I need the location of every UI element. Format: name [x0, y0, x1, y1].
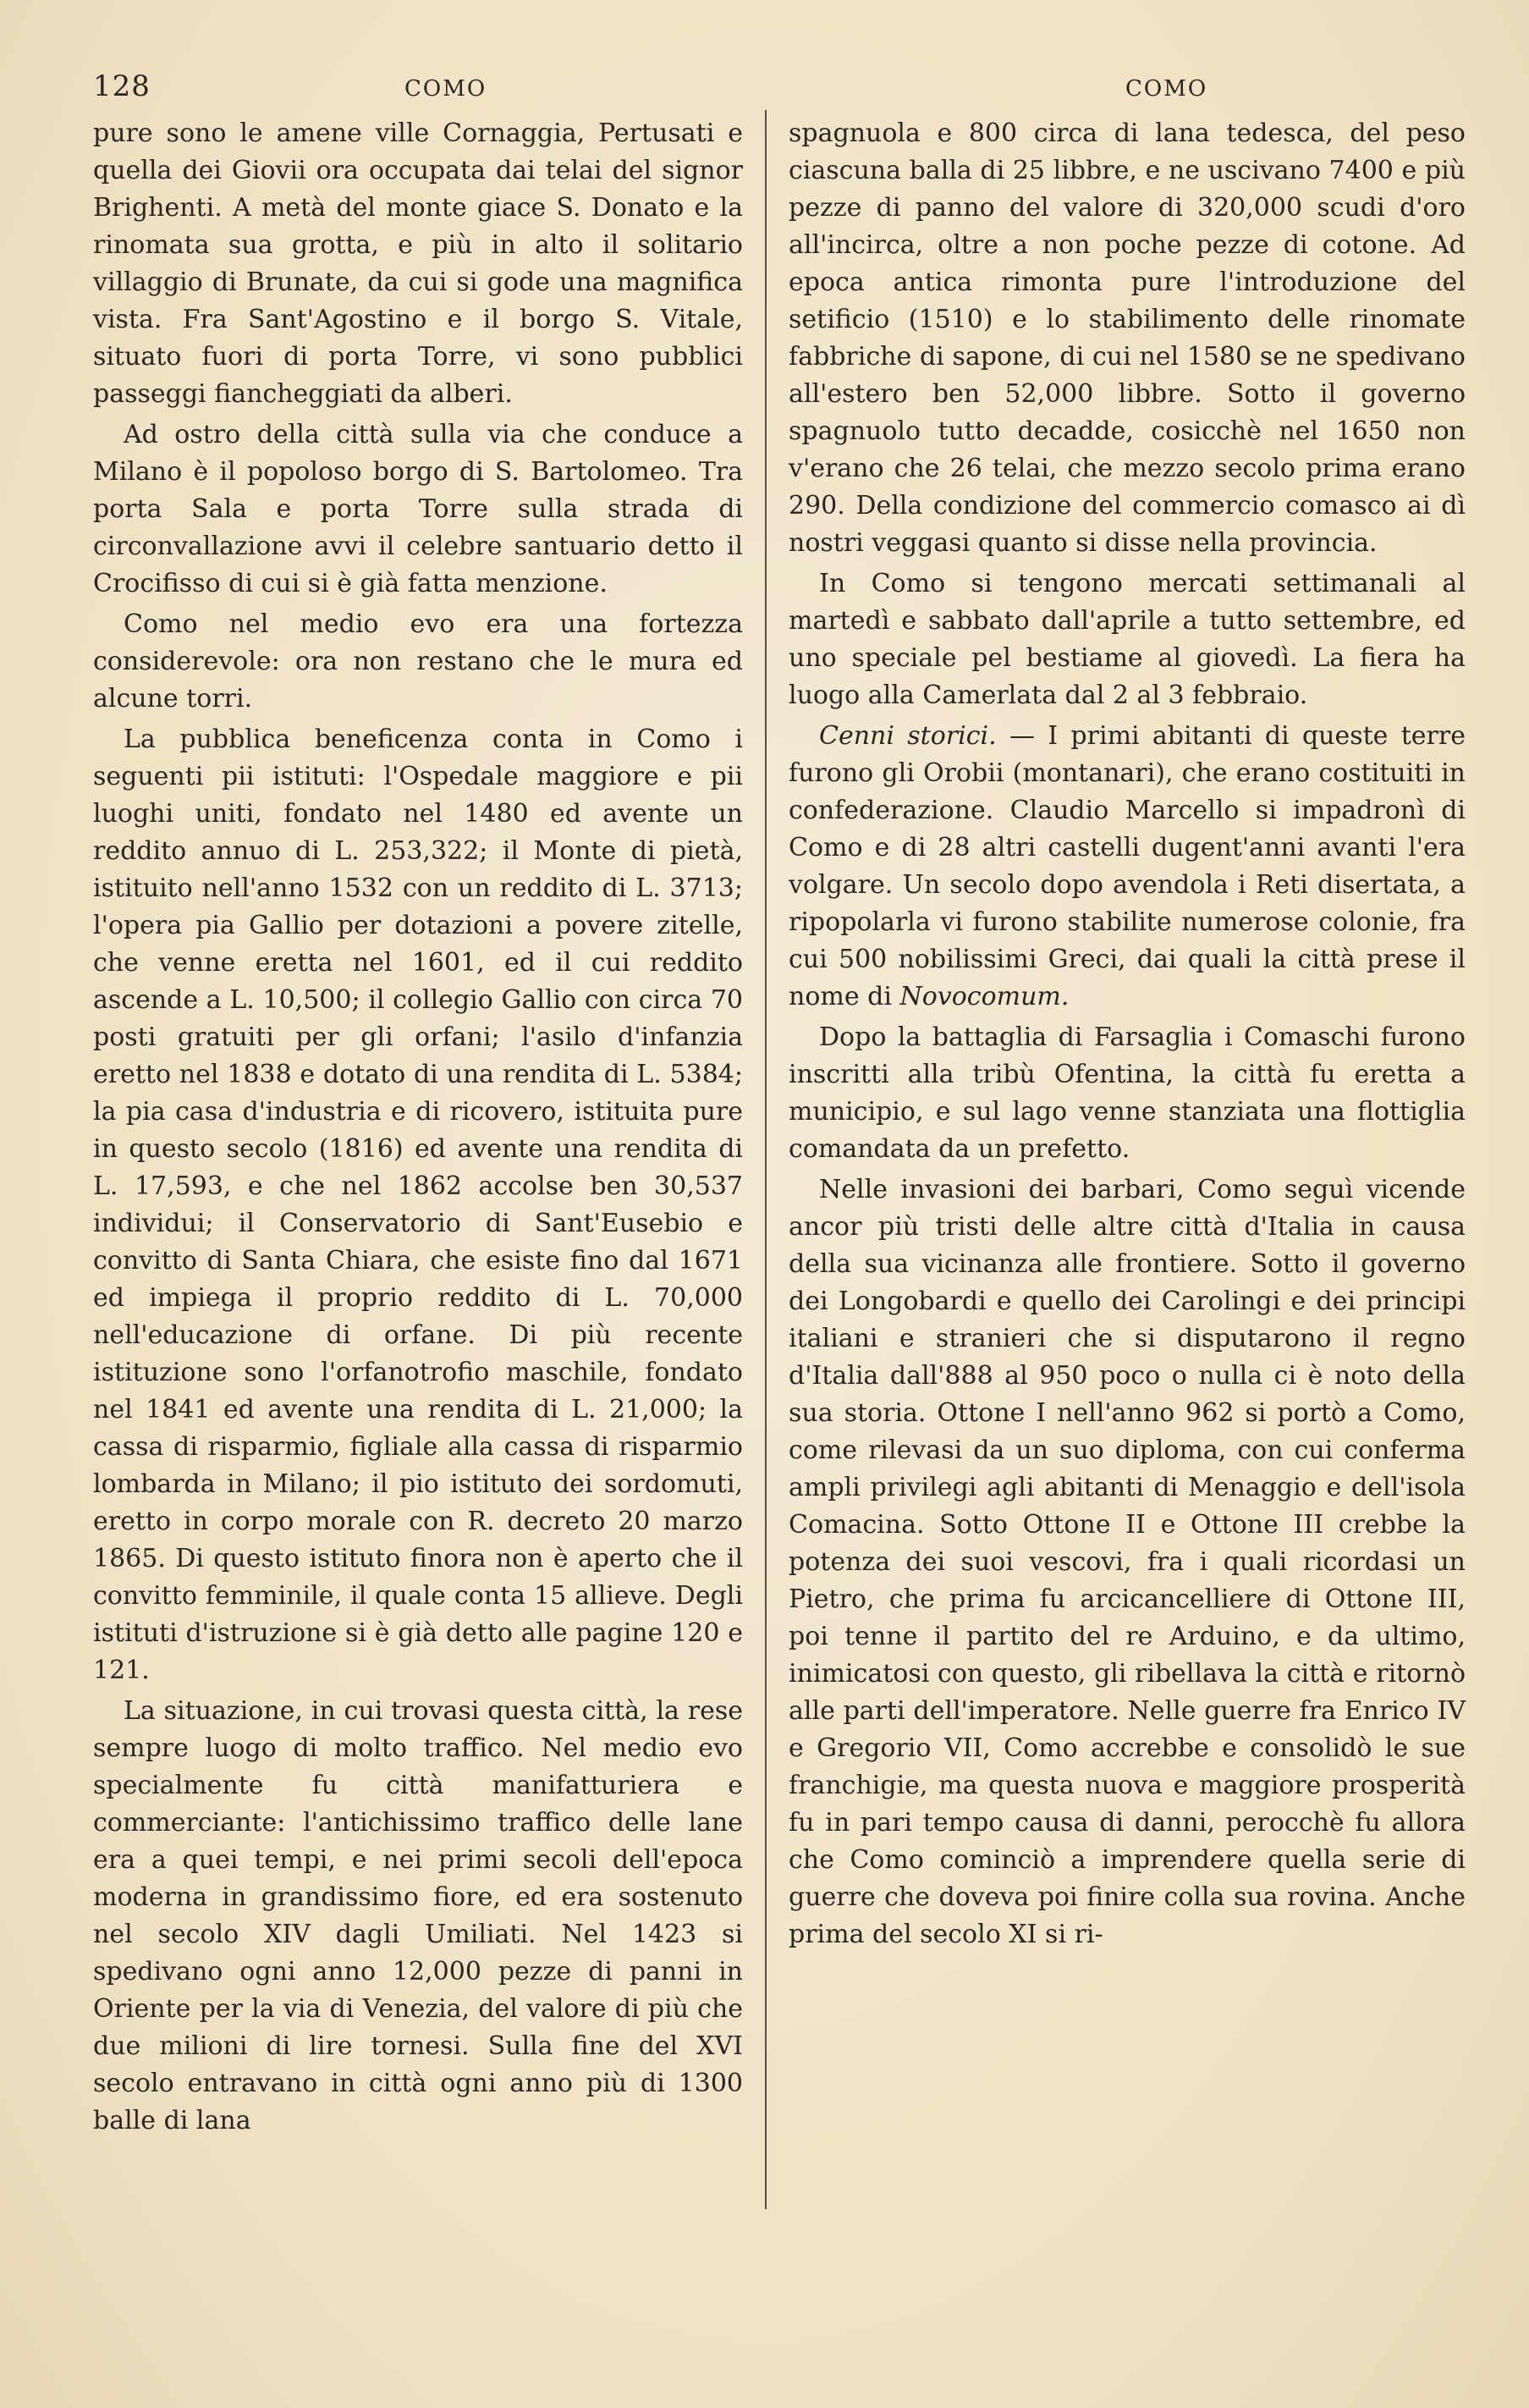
page-number: 128	[93, 69, 151, 103]
paragraph: pure sono le amene ville Cornaggia, Pertusati e quella dei Giovii ora occupata dai telai del signor Brighenti. A metà del monte giace S. Donato e la rinomata sua grotta, e più in alto il solitario villaggio di Brunate, da cui si gode una magnifica vista. Fra Sant'Agostino e il borgo S. Vitale, situato fuori di porta Torre, vi sono pubblici passeggi fiancheggiati da alberi.	[93, 118, 743, 409]
section-run-in-heading: Cenni storici.	[819, 721, 997, 751]
paragraph: Dopo la battaglia di Farsaglia i Comaschi furono inscritti alla tribù Ofentina, la città fu eretta a municipio, e sul lago venne stanziata una flottiglia comandata da un prefetto.	[789, 1022, 1466, 1164]
paragraph: Ad ostro della città sulla via che conduce a Milano è il popoloso borgo di S. Bartolomeo. Tra porta Sala e porta Torre sulla strada di circonvallazione avvi il celebre santuario detto il Crocifisso di cui si è già fatta menzione.	[93, 420, 743, 598]
paragraph: Nelle invasioni dei barbari, Como seguì vicende ancor più tristi delle altre città d'Italia in causa della sua vicinanza alle frontiere. Sotto il governo dei Longobardi e quello dei Carolingi e dei principi italiani e stranieri che si disputarono il regno d'Italia dall'888 al 950 poco o nulla ci è noto della sua storia. Ottone I nell'anno 962 si portò a Como, come rilevasi da un suo diploma, con cui conferma ampli privilegi agli abitanti di Menaggio e dell'isola Comacina. Sotto Ottone II e Ottone III crebbe la potenza dei suoi vescovi, fra i quali ricordasi un Pietro, che prima fu arcicancelliere di Ottone III, poi tenne il partito del re Arduino, e da ultimo, inimicatosi con questo, gli ribellava la città e ritornò alle parti dell'imperatore. Nelle guerre fra Enrico IV e Gregorio VII, Como accrebbe e consolidò le sue franchigie, ma questa nuova e maggiore prosperità fu in pari tempo causa di danni, perocchè fu allora che Como cominciò a imprendere quella serie di guerre che doveva poi finire colla sua rovina. Anche prima del secolo XI si ri-	[789, 1175, 1466, 1949]
paragraph: spagnuola e 800 circa di lana tedesca, del peso ciascuna balla di 25 libbre, e ne uscivano 7400 e più pezze di panno del valore di 320,000 scudi d'oro all'incirca, oltre a non poche pezze di cotone. Ad epoca antica rimonta pure l'introduzione del setificio (1510) e lo stabilimento delle rinomate fabbriche di sapone, di cui nel 1580 se ne spedivano all'estero ben 52,000 libbre. Sotto il governo spagnuolo tutto decadde, cosicchè nel 1650 non v'erano che 26 telai, che mezzo secolo prima erano 290. Della condizione del commercio comasco ai dì nostri veggasi quanto si disse nella provincia.	[789, 118, 1466, 558]
paragraph: La situazione, in cui trovasi questa città, la rese sempre luogo di molto traffico. Nel medio evo specialmente fu città manifatturiera e commerciante: l'antichissimo traffico delle lane era a quei tempi, e nei primi secoli dell'epoca moderna in grandissimo fiore, ed era sostenuto nel secolo XIV dagli Umiliati. Nel 1423 si spedivano ogni anno 12,000 pezze di panni in Oriente per la via di Venezia, del valore di più che due milioni di lire tornesi. Sulla fine del XVI secolo entravano in città ogni anno più di 1300 balle di lana	[93, 1696, 743, 2135]
italic-term: Novocomum.	[899, 982, 1070, 1011]
page-header	[93, 69, 1453, 112]
right-column	[789, 115, 1466, 1957]
paragraph: Como nel medio evo era una fortezza considerevole: ora non restano che le mura ed alcune torri.	[93, 609, 743, 714]
left-column	[93, 115, 743, 2143]
paragraph: La pubblica beneficenza conta in Como i seguenti pii istituti: l'Ospedale maggiore e pii luoghi uniti, fondato nel 1480 ed avente un reddito annuo di L. 253,322; il Monte di pietà, istituito nell'anno 1532 con un reddito di L. 3713; l'opera pia Gallio per dotazioni a povere zitelle, che venne eretta nel 1601, ed il cui reddito ascende a L. 10,500; il collegio Gallio con circa 70 posti gratuiti per gli orfani; l'asilo d'infanzia eretto nel 1838 e dotato di una rendita di L. 5384; la pia casa d'industria e di ricovero, istituita pure in questo secolo (1816) ed avente una rendita di L. 17,593, e che nel 1862 accolse ben 30,537 individui; il Conservatorio di Sant'Eusebio e convitto di Santa Chiara, che esiste fino dal 1671 ed impiega il proprio reddito di L. 70,000 nell'educazione di orfane. Di più recente istituzione sono l'orfanotrofio maschile, fondato nel 1841 ed avente una rendita di L. 21,000; la cassa di risparmio, figliale alla cassa di risparmio lombarda in Milano; il pio istituto dei sordomuti, eretto in corpo morale con R. decreto 20 marzo 1865. Di questo istituto finora non è aperto che il convitto femminile, il quale conta 15 allieve. Degli istituti d'istruzione si è già detto alle pagine 120 e 121.	[93, 725, 743, 1685]
paragraph-historical-notes	[789, 718, 1466, 1016]
paragraph: In Como si tengono mercati settimanali al martedì e sabbato dall'aprile a tutto settembre, ed uno speciale pel bestiame al giovedì. La fiera ha luogo alla Camerlata dal 2 al 3 febbraio.	[789, 569, 1466, 710]
running-head-left: COMO	[404, 76, 487, 102]
column-divider	[765, 110, 767, 2209]
running-head-right: COMO	[1125, 76, 1208, 102]
paragraph-text: — I primi abitanti di queste terre furono gli Orobii (montanari), che erano costituiti in confederazione. Claudio Marcello si impadronì di Como e di 28 altri castelli dugent'anni avanti l'era volgare. Un secolo dopo avendola i Reti disertata, a ripopolarla vi furono stabilite numerose colonie, fra cui 500 nobilissimi Greci, dai quali la città prese il nome di	[789, 721, 1466, 1011]
